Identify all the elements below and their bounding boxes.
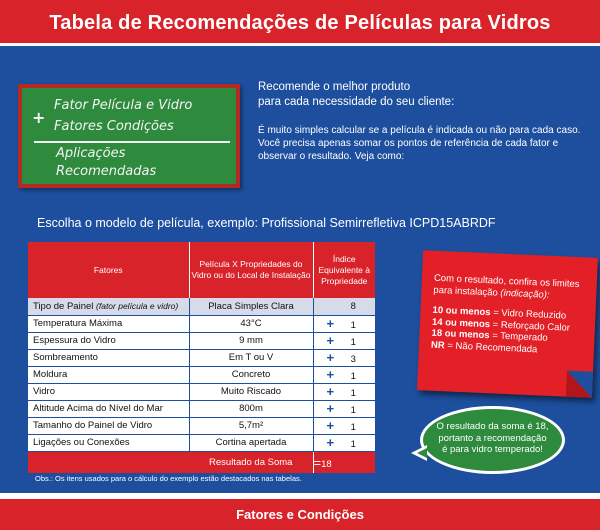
intro-heading-line-2: para cada necessidade do seu cliente: [258,96,455,108]
note-intro-cond: (indicação): [500,287,550,301]
note-folded-corner [566,371,593,398]
cell-index-value: 1 [350,388,356,399]
cell-index [313,349,375,366]
note-limit-key: 10 ou menos [432,304,491,319]
note-limit-value: = Reforçado Calor [489,318,571,334]
plus-icon: + [326,333,335,348]
cell-prop: 800m [189,400,313,417]
sum-index [313,451,375,473]
footer-title: Fatores e Condições [236,507,364,522]
note-intro [433,273,587,304]
chalkboard-rule [34,141,230,143]
bubble-line-3: é para vidro temperado! [442,444,543,455]
plus-icon: + [326,384,335,399]
note-limits [431,305,586,358]
cell-index [313,383,375,400]
note-limit-key: 14 ou menos [431,316,491,330]
cell-prop: Muito Riscado [189,383,313,400]
header-propriedades: Película X Propriedades do Vidro ou do Local de Instalação [189,242,313,298]
cell-index-value: 1 [350,422,356,433]
cell-index [313,400,375,417]
header-fatores: Fatores [28,242,189,298]
chalkboard-line-2: Fatores Condições [54,119,174,134]
note-limit-value: = Temperado [489,330,548,344]
table-header-row [28,242,375,298]
cell-prop: 43°C [189,315,313,332]
cell-prop: Placa Simples Clara [189,298,313,315]
plus-icon: + [326,435,335,450]
bubble-line-2: portanto a recomendação [438,432,547,444]
cell-index [313,298,375,315]
plus-icon: + [326,367,335,382]
footnote: Obs.: Os itens usados para o cálculo do exemplo estão destacados nas tabelas. [35,474,302,483]
cell-index [313,417,375,434]
note-limit-key: 18 ou menos [431,327,490,342]
plus-icon: + [326,401,335,416]
cell-fator: Ligações ou Conexões [28,434,189,451]
cell-fator: Espessura do Vidro [28,332,189,349]
intro-heading [258,80,588,110]
bubble-tail [417,448,427,458]
cell-fator: Moldura [28,366,189,383]
speech-bubble [420,406,565,474]
cell-fator: Vidro [28,383,189,400]
cell-index-value: 1 [350,405,356,416]
recommendation-table [28,242,375,473]
table-row [28,298,375,315]
sum-value: 18 [321,458,332,470]
cell-fator-text: Tipo de Painel [33,300,94,312]
intro-heading-line-1: Recomende o melhor produto [258,81,411,93]
table-row [28,366,375,383]
cell-index [313,366,375,383]
cell-prop: 5,7m² [189,417,313,434]
table-row [28,332,375,349]
cell-fator: Sombreamento [28,349,189,366]
footer-bar [0,499,600,530]
table-sum-row [28,451,375,473]
cell-index [313,332,375,349]
chalkboard-plus: + [32,108,46,127]
header-bar [0,0,600,46]
cell-fator: Altitude Acima do Nível do Mar [28,400,189,417]
note-limit-value: = Vidro Reduzido [490,307,567,322]
main-panel [0,46,600,496]
table-row [28,400,375,417]
chalkboard-line-3: Aplicações [56,146,126,161]
chalkboard [18,84,240,188]
chalkboard-line-1: Fator Película e Vidro [54,98,193,113]
cell-fator: Temperatura Máxima [28,315,189,332]
cell-index-value: 3 [350,354,356,365]
plus-icon: + [326,350,335,365]
note-limit-key: NR [430,339,445,351]
cell-fator: Tamanho do Painel de Vidro [28,417,189,434]
cell-fator [28,298,189,315]
cell-fator-note: (fator película e vidro) [96,300,179,311]
cell-index-value: 8 [350,300,356,312]
table-row [28,434,375,451]
table-row [28,349,375,366]
cell-index [313,434,375,451]
cell-index-value: 1 [350,337,356,348]
table-row [28,315,375,332]
intro-text [258,80,588,163]
sum-label: Resultado da Soma [189,451,313,473]
cell-prop: Concreto [189,366,313,383]
equals-icon: = [313,454,322,470]
cell-prop: 9 mm [189,332,313,349]
plus-icon: + [326,316,335,331]
table-row [28,383,375,400]
cell-prop: Em T ou V [189,349,313,366]
intro-body: É muito simples calcular se a película é indicada ou não para cada caso. Você precisa apenas somar os pontos de referência de cada fator e observar o resultado. Veja como: [258,125,581,162]
header-indice: Índice Equivalente à Propriedade [313,242,375,298]
sum-empty-cell [28,451,189,473]
cell-index-value: 1 [350,371,356,382]
cell-index-value: 1 [350,320,356,331]
note-intro-text: Com o resultado, confira os limites para instalação [433,272,580,299]
page-title: Tabela de Recomendações de Películas para Vidros [49,12,551,34]
cell-prop: Cortina apertada [189,434,313,451]
cell-index-value: 1 [350,439,356,450]
example-text: Escolha o modelo de película, exemplo: Profissional Semirrefletiva ICPD15ABRDF [37,216,496,230]
bubble-line-1: O resultado da soma é 18, [436,421,549,432]
sticky-note [417,250,598,398]
table-row [28,417,375,434]
note-limit-value: = Não Recomendada [444,339,538,355]
cell-index [313,315,375,332]
plus-icon: + [326,418,335,433]
chalkboard-line-4: Recomendadas [56,164,157,179]
